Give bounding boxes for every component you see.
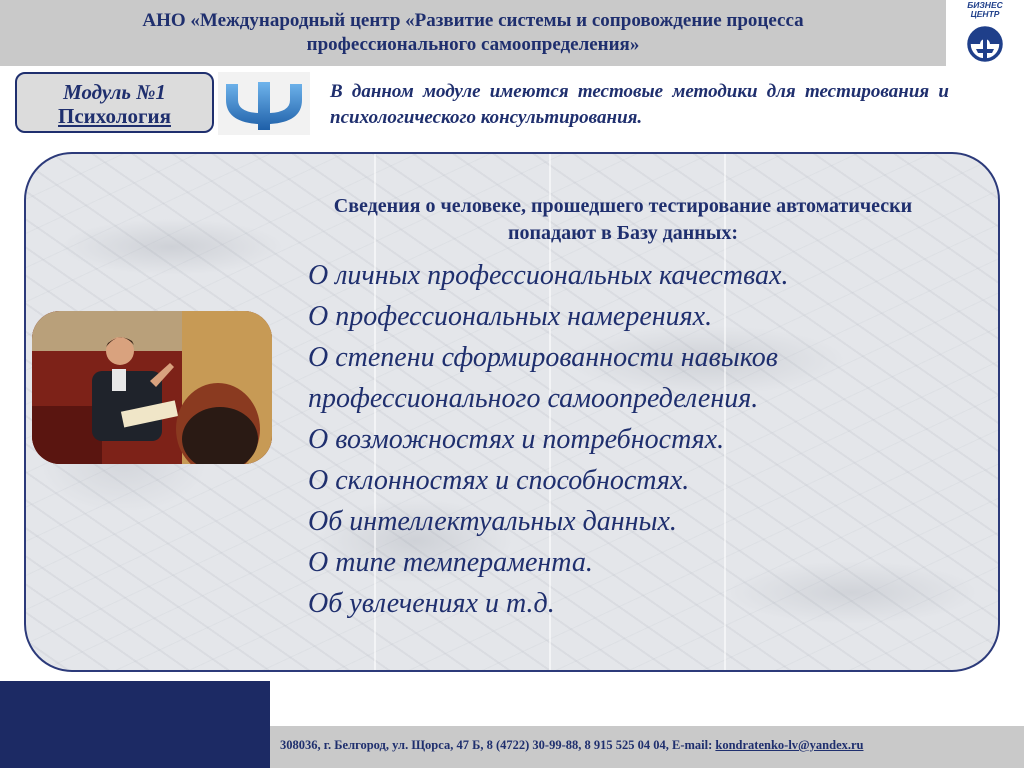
list-item: О типе темперамента. [308, 547, 593, 578]
header-bar [0, 0, 946, 66]
consultation-photo [32, 311, 272, 464]
psi-icon [218, 72, 310, 135]
module-number: Модуль №1 [63, 80, 166, 104]
footer-contacts [280, 737, 864, 753]
list-item: О степени сформированности навыков профессионального самоопределения. [308, 342, 778, 414]
list-item: Об увлечениях и т.д. [308, 588, 555, 619]
database-info-list [308, 255, 948, 624]
module-intro-text: В данном модуле имеются тестовые методики для тестирования и психологического консультирования. [330, 81, 949, 128]
module-name: Психология [58, 104, 171, 128]
header-title: АНО «Международный центр «Развитие системы и сопровождение процесса профессионального самоопределения» [142, 10, 804, 55]
module-label-box [15, 72, 214, 133]
consultation-illustration [32, 311, 272, 464]
psi-symbol-box [218, 72, 310, 135]
panel-heading: Сведения о человеке, прошедшего тестирование автоматически попадают в Базу данных: [333, 195, 913, 244]
logo-text-line1: БИЗНЕС [967, 0, 1003, 10]
logo-text-line2: ЦЕНТР [970, 9, 1000, 19]
list-item: Об интеллектуальных данных. [308, 506, 677, 537]
business-center-logo [946, 0, 1024, 66]
footer-address: 308036, г. Белгород, ул. Щорса, 47 Б, 8 (4722) 30-99-88, 8 915 525 04 04, E-mail: [280, 738, 716, 752]
list-item: О профессиональных намерениях. [308, 301, 713, 332]
list-item: О возможностях и потребностях. [308, 424, 725, 455]
logo-emblem-icon [946, 0, 1024, 66]
email-link[interactable]: kondratenko-lv@yandex.ru [715, 738, 864, 752]
footer-dark-block [0, 681, 270, 768]
list-item: О личных профессиональных качествах. [308, 260, 789, 291]
list-item: О склонностях и способностях. [308, 465, 690, 496]
